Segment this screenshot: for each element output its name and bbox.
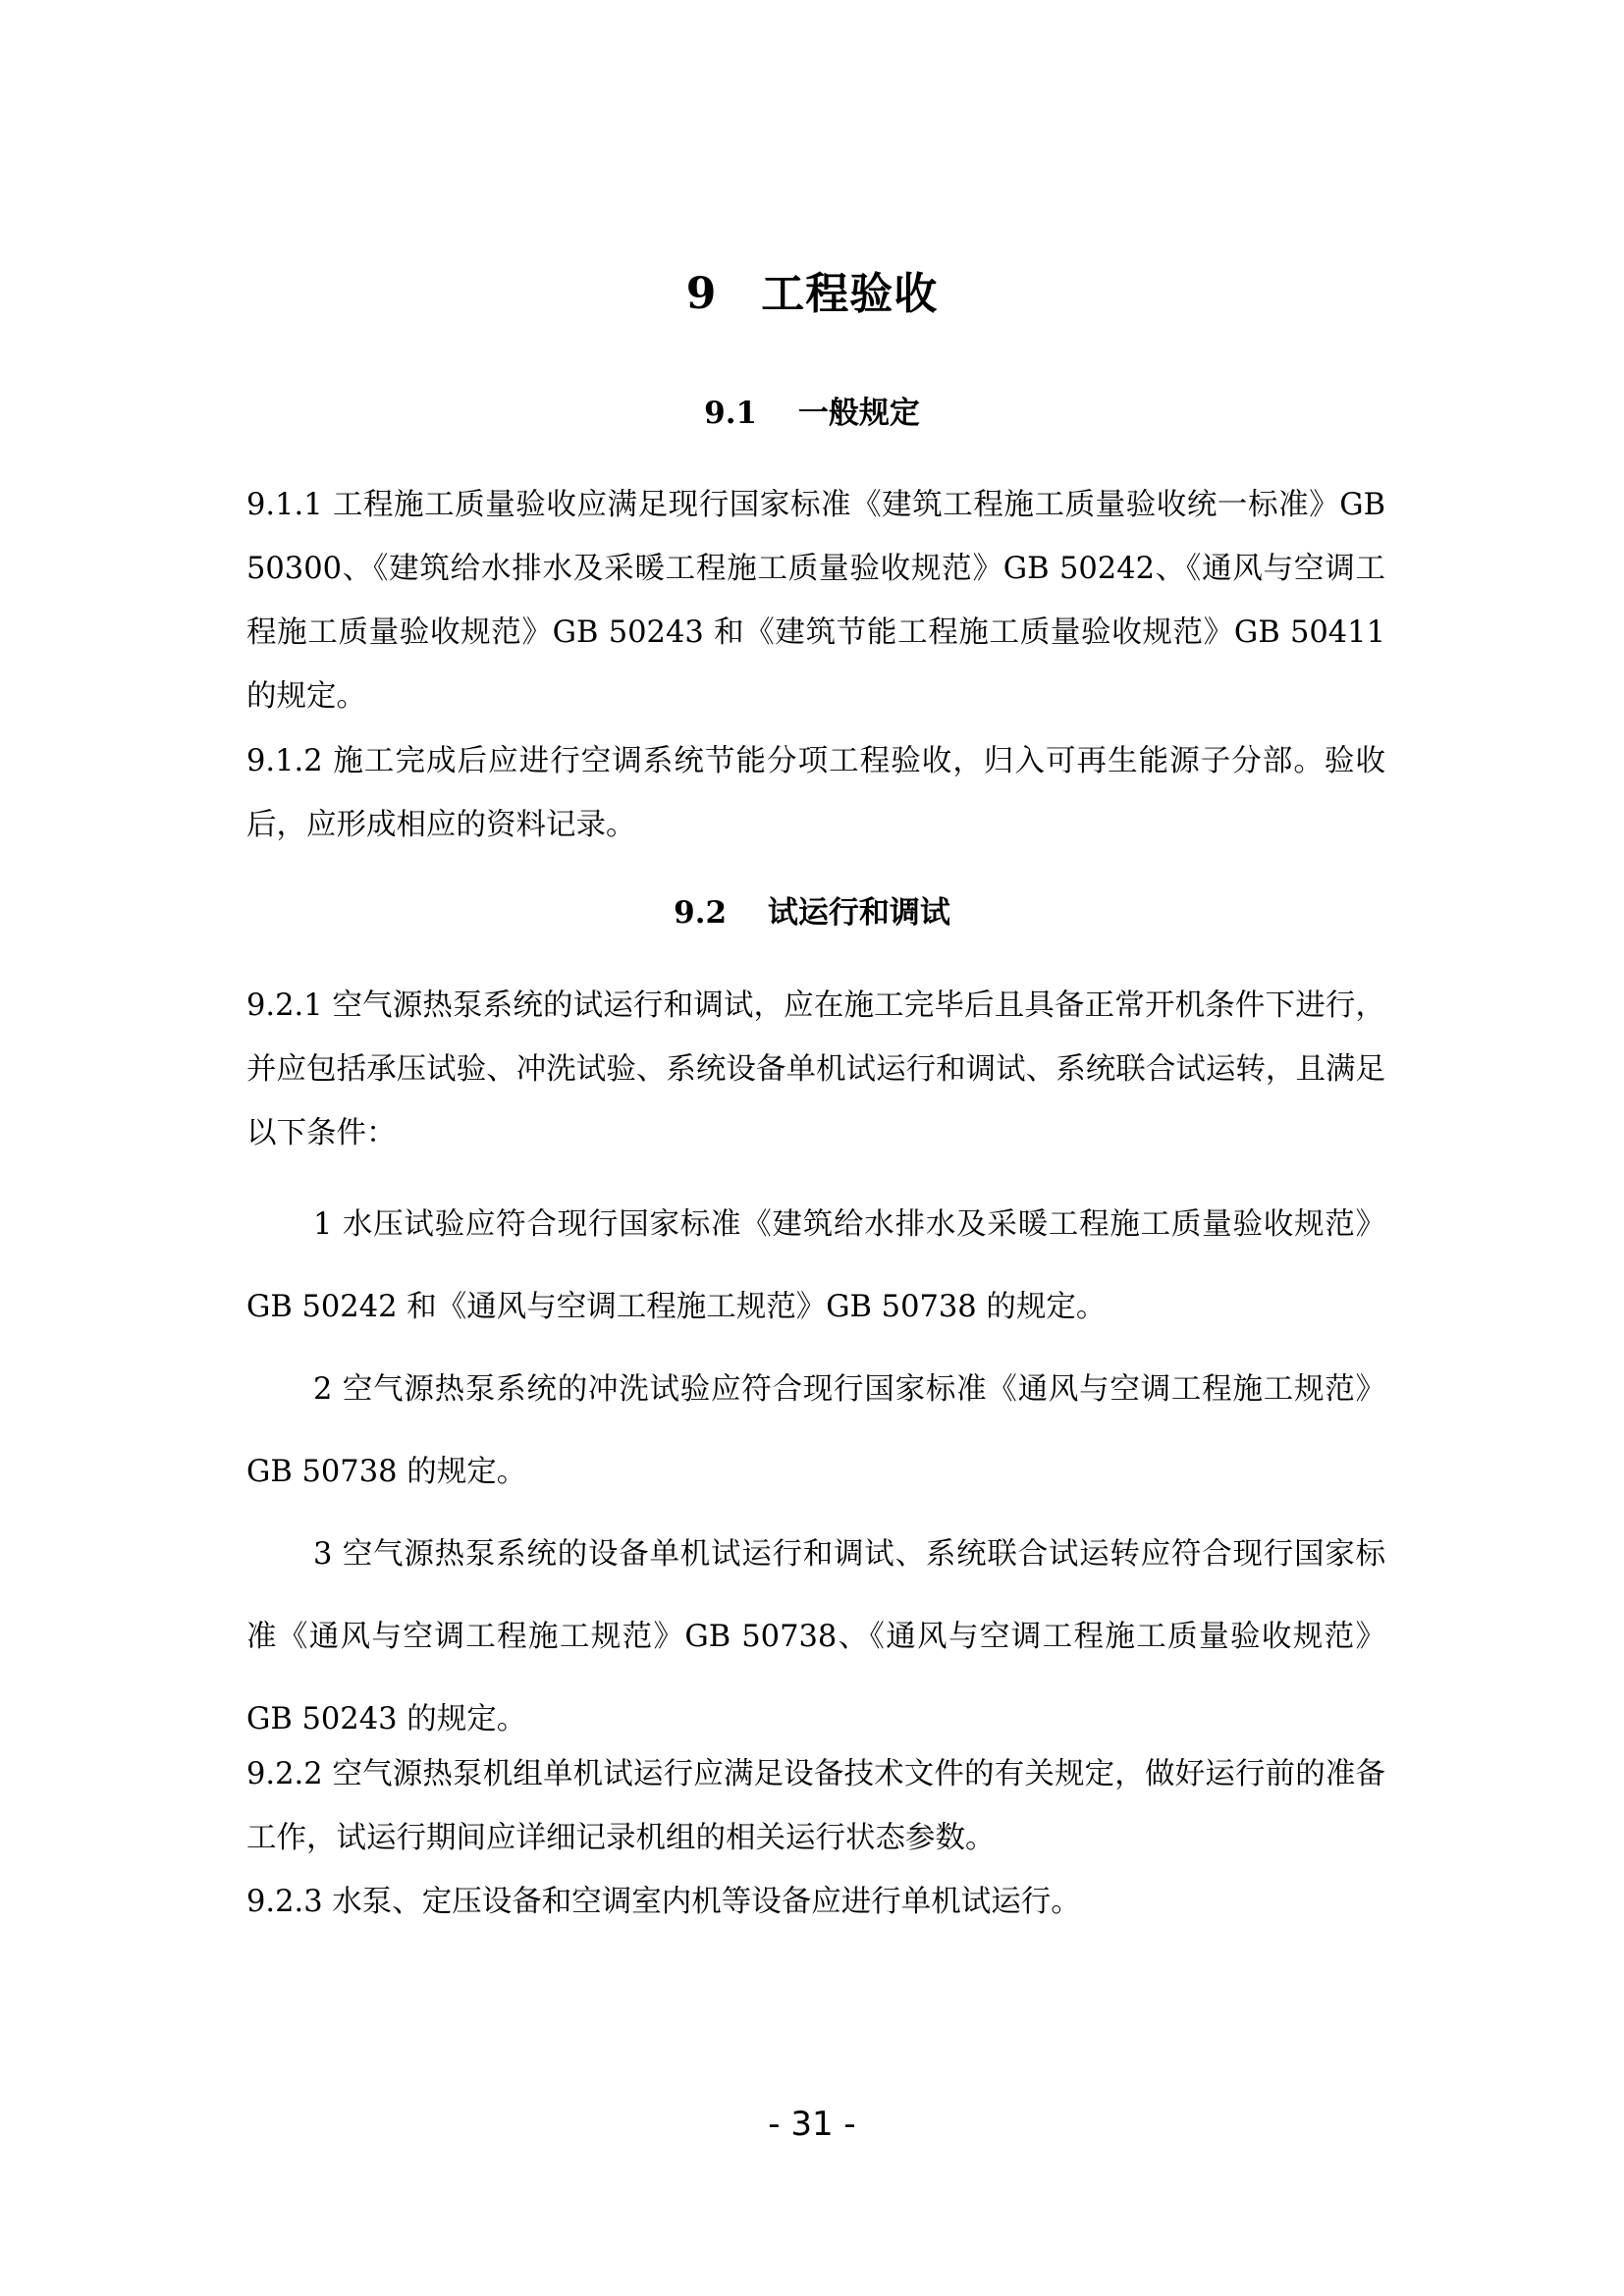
clause-9-1-2: 9.1.2 施工完成后应进行空调系统节能分项工程验收，归入可再生能源子分部。验收后，应形成相应的资料记录。 — [246, 744, 1385, 842]
clause-9-2-1-item-1: 1 水压试验应符合现行国家标准《建筑给水排水及采暖工程施工质量验收规范》GB 50242 和《通风与空调工程施工规范》GB 50738 的规定。 — [246, 1207, 1385, 1324]
clause-9-2-1-item-3: 3 空气源热泵系统的设备单机试运行和调试、系统联合试运转应符合现行国家标准《通风与空调工程施工规范》GB 50738、《通风与空调工程施工质量验收规范》GB 50243 的规定。 — [246, 1537, 1385, 1736]
section-heading-9-1: 9.1 一般规定 — [704, 396, 920, 431]
clause-9-2-1-item-2: 2 空气源热泵系统的冲洗试验应符合现行国家标准《通风与空调工程施工规范》GB 50738 的规定。 — [246, 1372, 1385, 1489]
page-number: - 31 - — [768, 2105, 856, 2144]
clause-9-2-1: 9.2.1 空气源热泵系统的试运行和调试，应在施工完毕后且具备正常开机条件下进行，并应包括承压试验、冲洗试验、系统设备单机试运行和调试、系统联合试运转，且满足以下条件： — [246, 988, 1385, 1150]
chapter-title: 9 工程验收 — [685, 269, 939, 319]
clause-9-2-2: 9.2.2 空气源热泵机组单机试运行应满足设备技术文件的有关规定，做好运行前的准备工作，试运行期间应详细记录机组的相关运行状态参数。 — [246, 1757, 1385, 1855]
clause-9-1-1: 9.1.1 工程施工质量验收应满足现行国家标准《建筑工程施工质量验收统一标准》GB 50300、《建筑给水排水及采暖工程施工质量验收规范》GB 50242、《通风与空调工程施工质量验收规范》GB 50243 和《建筑节能工程施工质量验收规范》GB 50411 的规定。 — [246, 488, 1385, 714]
clause-9-2-3: 9.2.3 水泵、定压设备和空调室内机等设备应进行单机试运行。 — [246, 1885, 1081, 1919]
section-heading-9-2: 9.2 试运行和调试 — [674, 895, 950, 931]
